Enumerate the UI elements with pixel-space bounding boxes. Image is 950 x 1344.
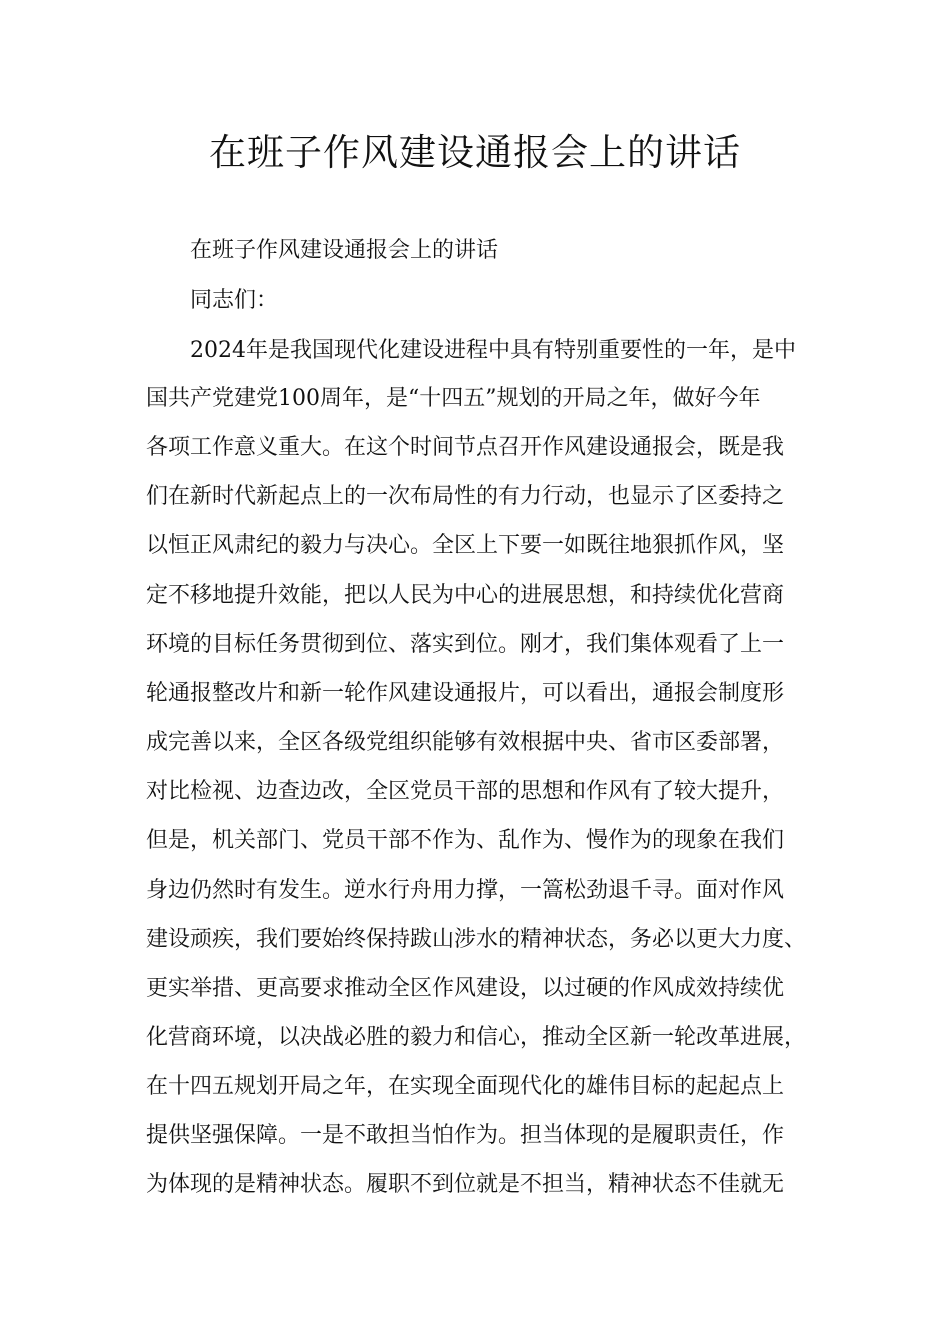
body-line: 国共产党建党100周年，是“十四五”规划的开局之年，做好今年 [146, 386, 761, 411]
body-line: 轮通报整改片和新一轮作风建设通报片，可以看出，通报会制度形 [146, 681, 785, 706]
body-line: 更实举措、更高要求推动全区作风建设，以过硬的作风成效持续优 [146, 976, 785, 1001]
body-line: 为体现的是精神状态。履职不到位就是不担当，精神状态不佳就无 [146, 1172, 785, 1197]
body-line: 各项工作意义重大。在这个时间节点召开作风建设通报会，既是我 [146, 435, 785, 460]
document-subtitle: 在班子作风建设通报会上的讲话 [190, 238, 499, 263]
body-line: 身边仍然时有发生。逆水行舟用力撑，一篙松劲退千寻。面对作风 [146, 878, 785, 903]
body-line: 2024年是我国现代化建设进程中具有特别重要性的一年，是中 [190, 338, 796, 363]
body-line: 对比检视、边查边改，全区党员干部的思想和作风有了较大提升， [146, 779, 785, 804]
body-line: 建设顽疾，我们要始终保持跋山涉水的精神状态，务必以更大力度、 [146, 927, 807, 952]
body-line: 们在新时代新起点上的一次布局性的有力行动，也显示了区委持之 [146, 484, 785, 509]
body-line: 环境的目标任务贯彻到位、落实到位。刚才，我们集体观看了上一 [146, 632, 785, 657]
body-line: 以恒正风肃纪的毅力与决心。全区上下要一如既往地狠抓作风，坚 [146, 533, 785, 558]
body-line: 成完善以来，全区各级党组织能够有效根据中央、省市区委部署， [146, 730, 785, 755]
body-line: 但是，机关部门、党员干部不作为、乱作为、慢作为的现象在我们 [146, 828, 785, 853]
salutation: 同志们： [190, 288, 279, 313]
body-line: 定不移地提升效能，把以人民为中心的进展思想，和持续优化营商 [146, 583, 785, 608]
body-line: 化营商环境，以决战必胜的毅力和信心，推动全区新一轮改革进展， [146, 1025, 807, 1050]
body-line: 提供坚强保障。一是不敢担当怕作为。担当体现的是履职责任，作 [146, 1123, 785, 1148]
body-line: 在十四五规划开局之年，在实现全面现代化的雄伟目标的起起点上 [146, 1074, 785, 1099]
document-title: 在班子作风建设通报会上的讲话 [209, 131, 741, 174]
